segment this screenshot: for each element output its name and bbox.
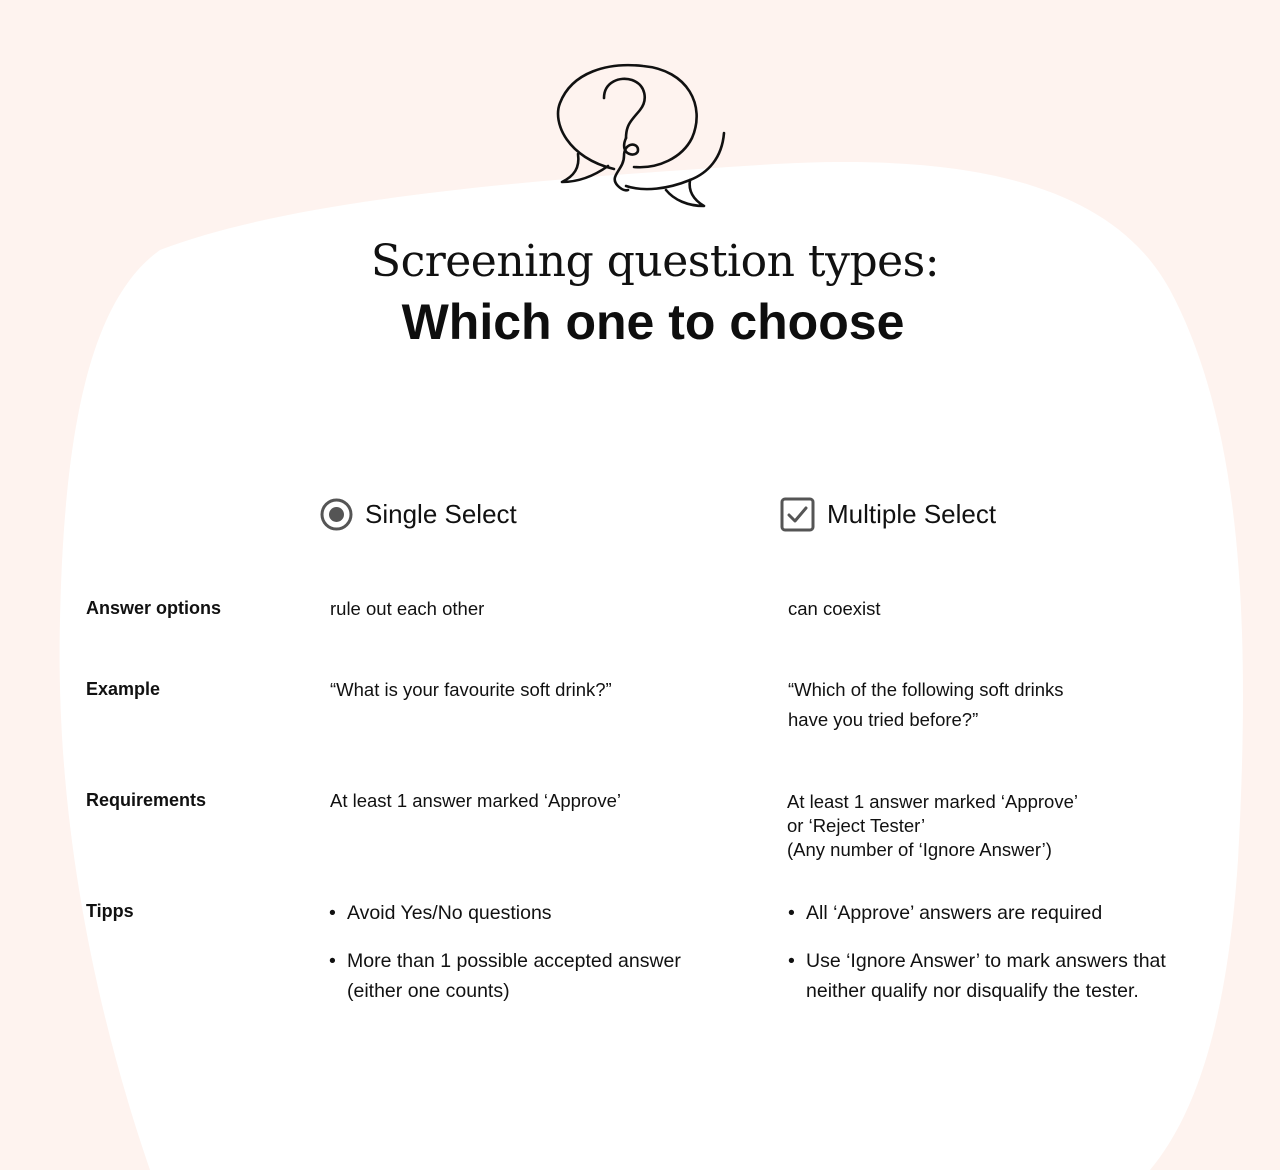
tip-multiple-2-line-2: neither qualify nor disqualify the tester. [806, 980, 1139, 1002]
checkbox-checked-icon [780, 497, 815, 532]
title-line-2: Which one to choose [401, 294, 905, 350]
cell-requirements-multiple-line-1: At least 1 answer marked ‘Approve’ [787, 791, 1078, 812]
cell-answer-options-single: rule out each other [330, 598, 485, 619]
row-label-tipps: Tipps [86, 901, 134, 921]
cell-example-multiple [788, 675, 1064, 735]
tip-single-2 [329, 946, 681, 1006]
cell-requirements-multiple-line-3: (Any number of ‘Ignore Answer’) [787, 839, 1052, 860]
tip-single-1: • Avoid Yes/No questions [329, 898, 552, 928]
cell-example-multiple-line-1: “Which of the following soft drinks [788, 679, 1064, 700]
speech-bubbles-question-icon [548, 58, 738, 213]
title-line-1: Screening question types: [370, 236, 940, 287]
column-header-single-label: Single Select [365, 498, 517, 529]
cell-requirements-multiple-line-2: or ‘Reject Tester’ [787, 815, 926, 836]
radio-selected-icon [320, 498, 353, 531]
tip-single-2-line-1: • More than 1 possible accepted answer [347, 950, 681, 972]
cell-requirements-single: At least 1 answer marked ‘Approve’ [330, 790, 621, 811]
cell-answer-options-multiple: can coexist [788, 598, 881, 619]
column-header-multiple-select [780, 496, 996, 532]
row-label-requirements: Requirements [86, 790, 207, 810]
column-header-multiple-label: Multiple Select [827, 498, 997, 529]
cell-example-single: “What is your favourite soft drink?” [330, 679, 612, 700]
cell-requirements-multiple [787, 790, 1078, 862]
tip-multiple-2-line-1: • Use ‘Ignore Answer’ to mark answers that [806, 950, 1166, 972]
tip-multiple-1: • All ‘Approve’ answers are required [788, 898, 1102, 928]
row-label-example: Example [86, 679, 161, 699]
tip-multiple-2 [788, 946, 1166, 1006]
tip-single-2-line-2: (either one counts) [347, 980, 510, 1002]
cell-example-multiple-line-2: have you tried before?” [788, 709, 979, 730]
row-label-answer-options: Answer options [86, 598, 222, 618]
column-header-single-select [320, 496, 517, 532]
